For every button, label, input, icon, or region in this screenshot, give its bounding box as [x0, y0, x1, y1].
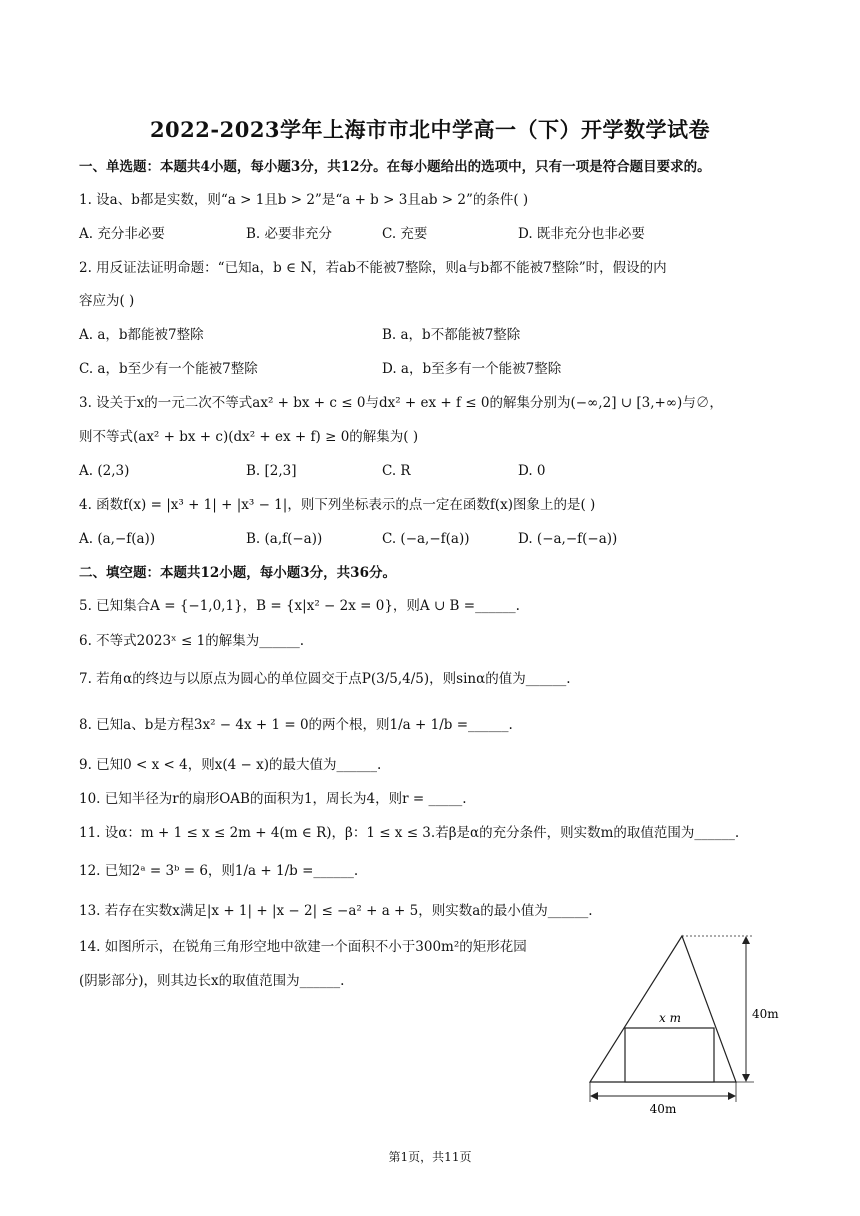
height-label: 40m — [752, 1007, 779, 1021]
question-3-stem-line2: 则不等式(ax² + bx + c)(dx² + ex + f) ≥ 0的解集为( ) — [79, 429, 419, 445]
q3-option-a: A. (2,3) — [79, 463, 130, 479]
rect-width-label: x m — [659, 1011, 681, 1025]
question-6: 6. 不等式2023ˣ ≤ 1的解集为______. — [79, 633, 305, 649]
question-2-stem-line2: 容应为( ) — [79, 293, 135, 309]
base-arrow-head-right — [728, 1092, 736, 1100]
q2-option-a: A. a，b都能被7整除 — [79, 327, 204, 343]
question-11: 11. 设α：m + 1 ≤ x ≤ 2m + 4(m ∈ R)，β：1 ≤ x ≤ 3.若β是α的充分条件，则实数m的取值范围为______. — [79, 825, 740, 841]
question-13: 13. 若存在实数x满足|x + 1| + |x − 2| ≤ −a² + a + 5，则实数a的最小值为______. — [79, 903, 593, 919]
q4-option-b: B. (a,f(−a)) — [246, 531, 323, 547]
question-10: 10. 已知半径为r的扇形OAB的面积为1，周长为4，则r = _____. — [79, 791, 467, 807]
exam-title: 2022-2023学年上海市市北中学高一（下）开学数学试卷 — [149, 117, 711, 142]
question-1-stem: 1. 设a、b都是实数，则“a > 1且b > 2”是“a + b > 3且ab > 2”的条件( ) — [79, 192, 529, 208]
question-4-stem: 4. 函数f(x) = |x³ + 1| + |x³ − 1|，则下列坐标表示的点一定在函数f(x)图象上的是( ) — [79, 497, 596, 513]
q3-option-c: C. R — [382, 463, 411, 479]
question-14-line2: (阴影部分)，则其边长x的取值范围为______. — [79, 973, 345, 989]
q1-option-c: C. 充要 — [382, 226, 428, 242]
height-arrow-head-bottom — [742, 1074, 750, 1082]
q2-option-d: D. a，b至多有一个能被7整除 — [382, 361, 562, 377]
page-footer: 第1页，共11页 — [388, 1150, 472, 1164]
section-1-heading: 一、单选题：本题共4小题，每小题3分，共12分。在每小题给出的选项中，只有一项是符合题目要求的。 — [79, 159, 711, 175]
base-label: 40m — [649, 1102, 677, 1116]
garden-rectangle — [625, 1028, 714, 1082]
base-arrow-head-left — [590, 1092, 598, 1100]
section-2-heading: 二、填空题：本题共12小题，每小题3分，共36分。 — [79, 565, 396, 581]
q2-option-b: B. a，b不都能被7整除 — [382, 327, 521, 343]
q1-option-d: D. 既非充分也非必要 — [518, 226, 645, 242]
question-9: 9. 已知0 < x < 4，则x(4 − x)的最大值为______. — [79, 757, 382, 773]
question-5: 5. 已知集合A = {−1,0,1}，B = {x|x² − 2x = 0}，则A ∪ B =______. — [79, 598, 520, 614]
q4-option-d: D. (−a,−f(−a)) — [518, 531, 618, 547]
q3-option-d: D. 0 — [518, 463, 546, 479]
q1-option-a: A. 充分非必要 — [79, 226, 165, 242]
height-arrow-head-top — [742, 936, 750, 944]
question-8: 8. 已知a、b是方程3x² − 4x + 1 = 0的两个根，则1/a + 1/b =______. — [79, 717, 513, 733]
question-2-stem-line1: 2. 用反证法证明命题：“已知a，b ∈ N，若ab不能被7整除，则a与b都不能被7整除”时，假设的内 — [79, 260, 667, 276]
question-12: 12. 已知2ᵃ = 3ᵇ = 6，则1/a + 1/b =______. — [79, 863, 359, 879]
question-14-line1: 14. 如图所示，在锐角三角形空地中欲建一个面积不小于300m²的矩形花园 — [79, 939, 527, 955]
q1-option-b: B. 必要非充分 — [246, 226, 333, 242]
q4-option-a: A. (a,−f(a)) — [79, 531, 156, 547]
q4-option-c: C. (−a,−f(a)) — [382, 531, 470, 547]
question-7: 7. 若角α的终边与以原点为圆心的单位圆交于点P(3/5,4/5)，则sinα的值为______. — [79, 671, 571, 687]
q2-option-c: C. a，b至少有一个能被7整除 — [79, 361, 258, 377]
question-3-stem-line1: 3. 设关于x的一元二次不等式ax² + bx + c ≤ 0与dx² + ex + f ≤ 0的解集分别为(−∞,2] ∪ [3,+∞)与∅， — [79, 395, 723, 411]
triangle-garden-figure — [586, 932, 786, 1116]
q3-option-b: B. [2,3] — [246, 463, 297, 479]
